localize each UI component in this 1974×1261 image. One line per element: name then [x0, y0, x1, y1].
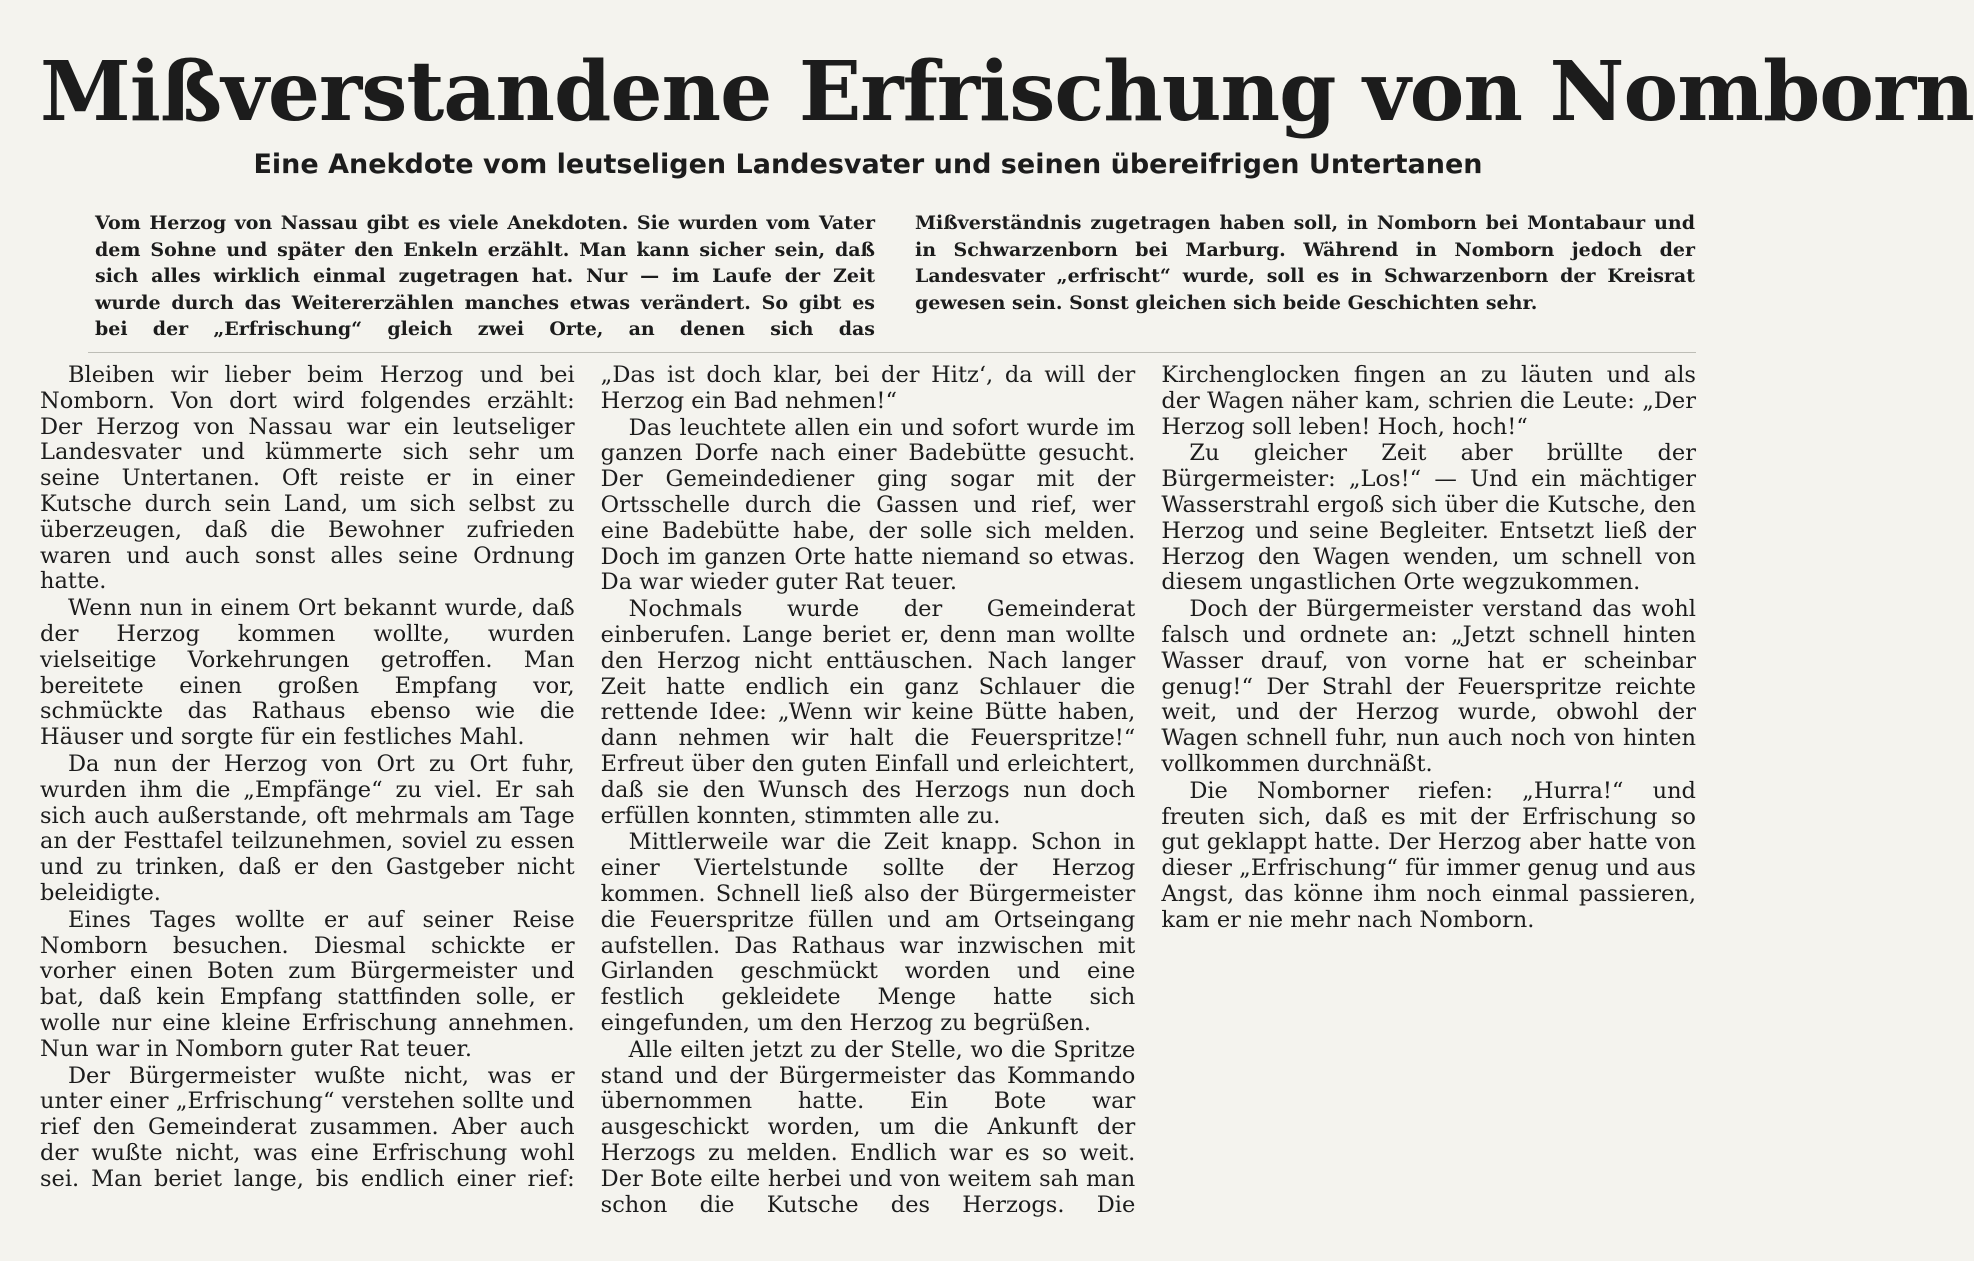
body-paragraph: Mittlerweile war die Zeit knapp. Schon in einer Viertelstunde sollte der Herzog kommen. Schnell ließ also der Bürgermeister die Feuerspritze füllen und am Ortseingang aufstellen. Das Rathaus war inzwischen mit Girlanden geschmückt worden und eine festlich gekleidete Menge hatte sich eingefunden, um den Herzog zu begrüßen.	[600, 829, 1136, 1036]
body-paragraph: Der Bürgermeister wußte nicht, was er unter einer „Erfrischung“ verstehen sollte und rief den Gemeinderat zusammen. Aber auch der wußte nicht, was eine Erfrischung wohl sei. Man beriet lange, bis endlich einer rief: „Das ist doch klar, bei der Hitz‘, da will der Herzog ein Bad nehmen!“	[40, 362, 1136, 1192]
article-body	[40, 363, 1696, 1223]
body-paragraph: Bleiben wir lieber beim Herzog und bei Nomborn. Von dort wird folgendes erzählt: Der Herzog von Nassau war ein leutseliger Landesvater und kümmerte sich sehr um seine Untertanen. Oft reiste er in einer Kutsche durch sein Land, um sich selbst zu überzeugen, daß die Bewohner zufrieden waren und auch sonst alles seine Ordnung hatte.	[40, 362, 575, 595]
body-paragraph: Doch der Bürgermeister verstand das wohl falsch und ordnete an: „Jetzt schnell hinten Wasser drauf, von vorne hat er scheinbar genug!“ Der Strahl der Feuerspritze reichte weit, und der Herzog wurde, obwohl der Wagen schnell fuhr, nun auch noch von hinten vollkommen durchnäßt.	[1161, 596, 1696, 777]
body-paragraph: Alle eilten jetzt zu der Stelle, wo die Spritze stand und der Bürgermeister das Kommando übernommen hatte. Ein Bote war ausgeschickt worden, um die Ankunft der Herzogs zu melden. Endlich war es so weit. Der Bote eilte herbei und von weitem sah man schon die Kutsche des Herzogs. Die Kirchenglocken fingen an zu läuten und als der Wagen näher kam, schrien die Leute: „Der Herzog soll leben! Hoch, hoch!“	[600, 362, 1696, 1218]
body-paragraph: Da nun der Herzog von Ort zu Ort fuhr, wurden ihm die „Empfänge“ zu viel. Er sah sich auch außerstande, oft mehrmals am Tage an der Festtafel teilzunehmen, soviel zu essen und zu trinken, daß er den Gastgeber nicht beleidigte.	[40, 750, 575, 906]
body-paragraph: Das leuchtete allen ein und sofort wurde im ganzen Dorfe nach einer Badebütte gesucht. Der Gemeindediener ging sogar mit der Ortsschelle durch die Gassen und rief, wer eine Badebütte habe, der solle sich melden. Doch im ganzen Orte hatte niemand so etwas. Da war wieder guter Rat teuer.	[600, 414, 1136, 596]
body-paragraph: Nochmals wurde der Gemeinderat einberufen. Lange beriet er, denn man wollte den Herzog nicht enttäuschen. Nach langer Zeit hatte endlich ein ganz Schlauer die rettende Idee: „Wenn wir keine Bütte haben, dann nehmen wir halt die Feuerspritze!“ Erfreut über den guten Einfall und erleichtert, daß sie den Wunsch des Herzogs nun doch erfüllen konnten, stimmten alle zu.	[600, 596, 1136, 829]
body-paragraph: Eines Tages wollte er auf seiner Reise Nomborn besuchen. Diesmal schickte er vorher einen Boten zum Bürgermeister und bat, daß kein Empfang stattfinden solle, er wolle nur eine kleine Erfrischung annehmen. Nun war in Nomborn guter Rat teuer.	[40, 906, 575, 1062]
intro-divider	[88, 352, 1696, 353]
article-headline: Mißverstandene Erfrischung von Nomborn	[40, 44, 1974, 140]
body-paragraph: Wenn nun in einem Ort bekannt wurde, daß der Herzog kommen wollte, wurden vielseitige Vorkehrungen getroffen. Man bereitete einen großen Empfang vor, schmückte das Rathaus ebenso wie die Häuser und sorgte für ein festliches Mahl.	[40, 595, 575, 751]
article-intro	[95, 210, 1695, 350]
body-paragraph: Zu gleicher Zeit aber brüllte der Bürgermeister: „Los!“ — Und ein mächtiger Wasserstrahl ergoß sich über die Kutsche, den Herzog und seine Begleiter. Entsetzt ließ der Herzog den Wagen wenden, um schnell von diesem ungastlichen Orte wegzukommen.	[1161, 440, 1696, 596]
article-subheadline: Eine Anekdote vom leutseligen Landesvater und seinen übereifrigen Untertanen	[253, 149, 1483, 180]
body-paragraph: Die Nomborner riefen: „Hurra!“ und freuten sich, daß es mit der Erfrischung so gut geklappt hatte. Der Herzog aber hatte von dieser „Erfrischung“ für immer genug und aus Angst, das könne ihm noch einmal passieren, kam er nie mehr nach Nomborn.	[1161, 777, 1696, 933]
intro-paragraph: Vom Herzog von Nassau gibt es viele Anekdoten. Sie wurden vom Vater dem Sohne und später den Enkeln erzählt. Man kann sicher sein, daß sich alles wirklich einmal zugetragen hat. Nur — im Laufe der Zeit wurde durch das Weitererzählen manches etwas verändert. So gibt es bei der „Erfrischung“ gleich zwei Orte, an denen sich das Mißverständnis zugetragen haben soll, in Nomborn bei Montabaur und in Schwarzenborn bei Marburg. Während in Nomborn jedoch der Landesvater „erfrischt“ wurde, soll es in Schwarzenborn der Kreisrat gewesen sein. Sonst gleichen sich beide Geschichten sehr.	[95, 212, 1695, 340]
